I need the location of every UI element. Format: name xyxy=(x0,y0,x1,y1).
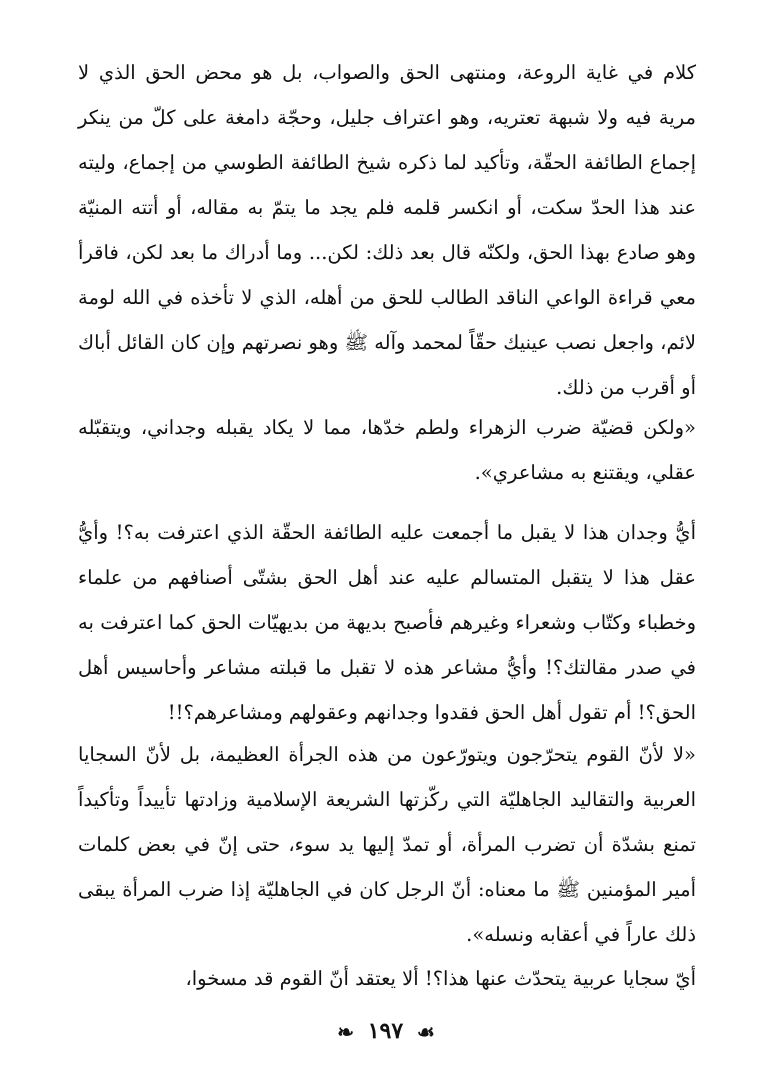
paragraph-2-quote: «ولكن قضيّة ضرب الزهراء ولطم خدّها، مما لا يكاد يقبله وجداني، ويتقبّله عقلي، ويقتنع به مشاعري». xyxy=(78,416,696,484)
right-ornament-icon: ☙ xyxy=(416,1020,435,1044)
paragraph-4-quote: «لا لأنّ القوم يتحرّجون ويتورّعون من هذه الجرأة العظيمة، بل لأنّ السجايا العربية والتقاليد الجاهليّة التي ركّزتها الشريعة الإسلامية وزادتها تأييداً وتأكيداً تمنع بشدّة أن تضرب المرأة، أو تمدّ إليها يد سوء، حتى إنّ في بعض كلمات أمير المؤمنين ﷺ ما معناه: أنّ الرجل كان في الجاهليّة إذا ضرب المرأة يبقى ذلك عاراً في أعقابه ونسله». xyxy=(78,743,696,946)
left-ornament-icon: ❧ xyxy=(337,1020,355,1044)
paragraph-3: أيُّ وجدان هذا لا يقبل ما أجمعت عليه الطائفة الحقّة الذي اعترفت به؟! وأيُّ عقل هذا لا يتقبل المتسالم عليه عند أهل الحق بشتّى أصنافهم من علماء وخطباء وكتّاب وشعراء وغيرهم فأصبح بديهة من بديهيّات الحق كما اعترفت به في صدر مقالتك؟! وأيُّ مشاعر هذه لا تقبل ما قبلته مشاعر وأحاسيس أهل الحق؟! أم تقول أهل الحق فقدوا وجدانهم وعقولهم ومشاعرهم؟!! xyxy=(78,521,697,724)
paragraph-3-block xyxy=(78,510,696,735)
page-number: ١٩٧ xyxy=(367,1018,404,1044)
paragraph-1: كلام في غاية الروعة، ومنتهى الحق والصواب، بل هو محض الحق الذي لا مرية فيه ولا شبهة تعتريه، وهو اعتراف جليل، وحجّة دامغة على كلّ من ينكر إجماع الطائفة الحقّة، وتأكيد لما ذكره شيخ الطائفة الطوسي من إجماع، وليته عند هذا الحدّ سكت، أو انكسر قلمه فلم يجد ما يتمّ به مقاله، أو أتته المنيّة وهو صادع بهذا الحق، ولكنّه قال بعد ذلك: لكن... وما أدراك ما بعد لكن، فاقرأ معي قراءة الواعي الناقد الطالب للحق من أهله، الذي لا تأخذه في الله لومة لائم، واجعل نصب عينيك حقّاً لمحمد وآله ﷺ وهو نصرتهم وإن كان القائل أباك أو أقرب من ذلك. xyxy=(78,61,696,399)
paragraph-5-block xyxy=(78,956,696,1001)
paragraph-1-block xyxy=(78,50,696,410)
paragraph-5: أيّ سجايا عربية يتحدّث عنها هذا؟! ألا يعتقد أنّ القوم قد مسخوا، xyxy=(185,967,696,990)
paragraph-4-block xyxy=(78,732,696,957)
paragraph-2-block xyxy=(78,405,696,495)
page-footer xyxy=(0,1018,772,1044)
